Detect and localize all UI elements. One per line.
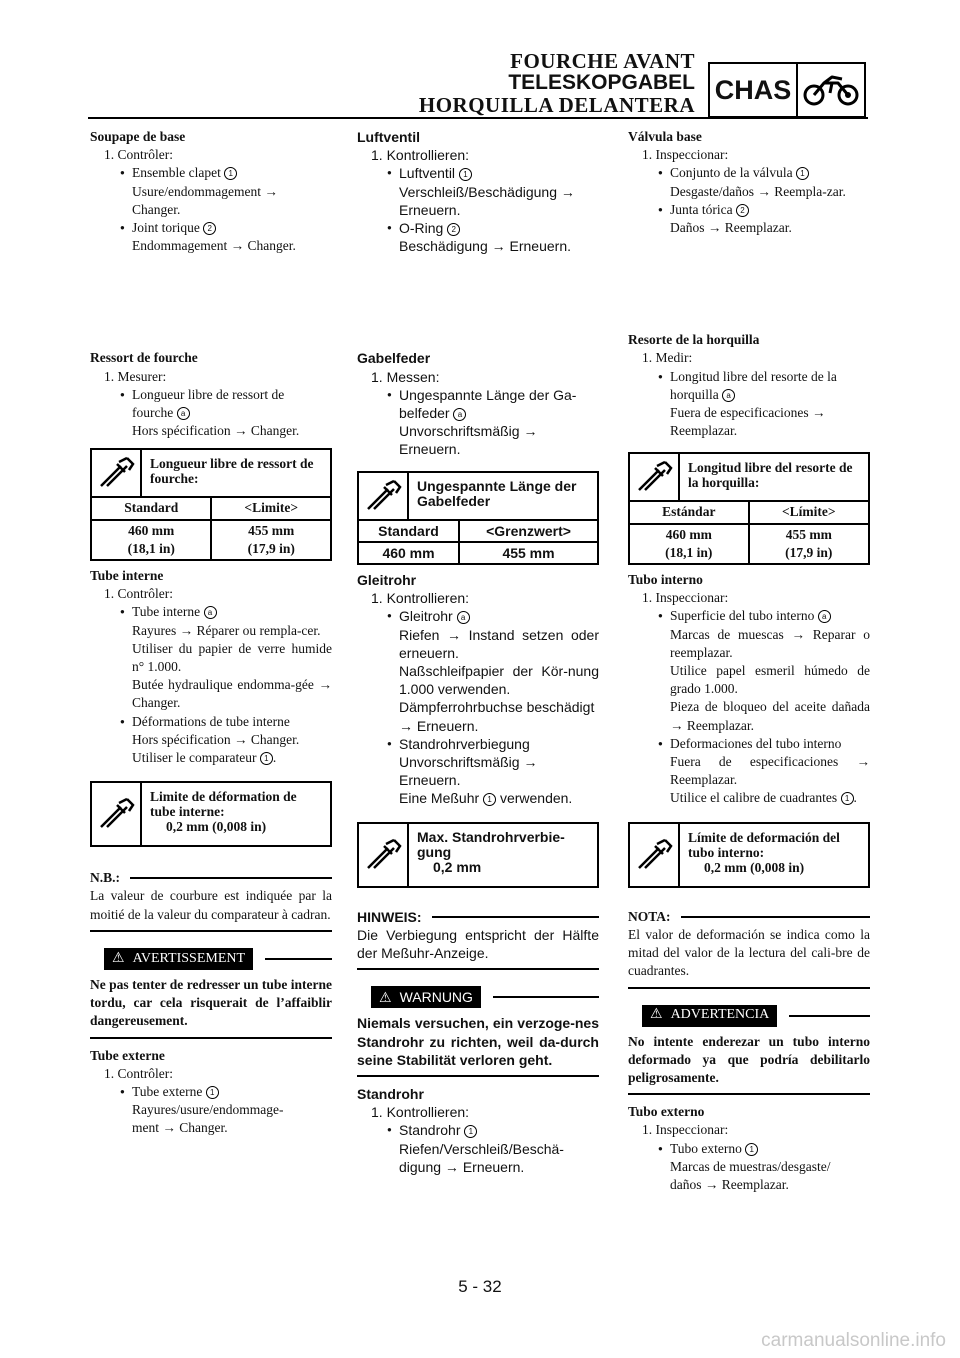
section-title: Tube interne <box>90 568 164 584</box>
item-text: Hors spécification → Changer. <box>132 423 300 439</box>
bullet-item: ● O-Ring 2 <box>357 219 599 237</box>
spec-heading: Ungespannte Länge der Gabelfeder <box>417 477 577 509</box>
spec-box <box>628 452 870 565</box>
warning-text: Ne pas tenter de redresser un tube interne tordu, car cela risquerait de l’affaiblir dangereusement. <box>90 976 332 1029</box>
item-text: Unvorschriftsmäßig → <box>399 423 538 440</box>
divider <box>90 1037 332 1039</box>
section-title: Luftventil <box>357 129 420 145</box>
column-french <box>90 128 332 1138</box>
item-text: Riefen → Instand setzen oder erneuern. <box>399 626 599 661</box>
spec-heading: Limite de déformation de tube interne: <box>150 789 297 820</box>
item-text: daños → Reemplazar. <box>670 1176 789 1192</box>
bullet-item: ● Superficie del tubo interno a <box>628 607 870 625</box>
ref-marker: 1 <box>459 168 472 181</box>
item-text: Verschleiß/Beschädigung → <box>399 183 575 200</box>
item-text: Marcas de muescas → Reparar o reemplazar. <box>670 626 870 660</box>
item-text: Butée hydraulique endomma-gée → Changer. <box>132 677 332 711</box>
spec-box <box>90 781 332 847</box>
bullet-item: ● Déformations de tube interne <box>90 713 332 731</box>
section-title: Gabelfeder <box>357 350 431 367</box>
bullet-item: ● Tube externe 1 <box>90 1083 332 1101</box>
step: 1. Medir: <box>642 350 693 366</box>
item-text: Fuera de especificaciones → <box>670 405 826 421</box>
ref-marker: a <box>177 407 190 420</box>
warning-icon: ⚠ <box>650 1007 663 1023</box>
bullet-item: ● Ungespannte Länge der Ga- <box>357 386 599 404</box>
bullet-item: ● Gleitrohr a <box>357 607 599 625</box>
spec-box <box>357 822 599 888</box>
section-title: Tubo interno <box>628 572 703 588</box>
wrench-icon <box>92 783 142 845</box>
spec-box <box>628 822 870 888</box>
section-title: Tube externe <box>90 1047 165 1063</box>
spec-box <box>357 471 599 565</box>
bullet-item: ● Longitud libre del resorte de la <box>628 368 870 386</box>
item-text: Marcas de muestras/desgaste/ <box>670 1158 831 1174</box>
divider <box>628 1093 870 1095</box>
item-text: Erneuern. <box>399 441 461 458</box>
note-header: NOTA: <box>628 908 870 926</box>
step: 1. Contrôler: <box>104 1065 173 1081</box>
item-text: Utiliser le comparateur 1 . <box>132 750 277 766</box>
divider <box>357 1075 599 1077</box>
warning-text: No intente enderezar un tubo interno deformado ya que podría debilitarlo peligrosamente. <box>628 1033 870 1085</box>
ref-marker: 2 <box>447 223 460 236</box>
warning-text: Niemals versuchen, ein verzoge-nes Standrohr zu richten, weil da-durch seine Stabilität verloren geht. <box>357 1015 599 1068</box>
wrench-icon <box>92 450 142 496</box>
ref-marker: 1 <box>206 1086 219 1099</box>
ref-marker: a <box>457 611 470 624</box>
spec-value: 0,2 mm (0,008 in) <box>166 819 267 835</box>
step: 1. Contrôler: <box>104 147 173 163</box>
bullet-item: ● Standrohr 1 <box>357 1121 599 1139</box>
divider <box>357 968 599 970</box>
section-title: Resorte de la horquilla <box>628 332 760 348</box>
divider <box>628 987 870 989</box>
motorcycle-icon <box>798 64 864 116</box>
column-spanish <box>628 128 870 1194</box>
bullet-item: ● Luftventil 1 <box>357 164 599 182</box>
step: 1. Inspeccionar: <box>642 590 729 606</box>
header-title-es: HORQUILLA DELANTERA <box>418 93 695 117</box>
ref-marker: 1 <box>224 167 237 180</box>
spec-table: Standard <Grenzwert> 460 mm 455 mm <box>359 519 597 563</box>
warning-header: ⚠ WARNUNG <box>357 986 599 1008</box>
spec-value: 0,2 mm (0,008 in) <box>704 859 805 875</box>
spec-heading: Longueur libre de ressort de fourche: <box>150 456 314 487</box>
section-title: Tubo externo <box>628 1104 705 1120</box>
item-text: digung → Erneuern. <box>399 1158 525 1175</box>
ref-marker: 1 <box>796 167 809 180</box>
note-text: Die Verbiegung entspricht der Hälfte der Meßuhr-Anzeige. <box>357 926 599 962</box>
page-number: 5 - 32 <box>458 1277 502 1296</box>
column-german <box>357 128 599 1176</box>
ref-marker: a <box>204 606 217 619</box>
bullet-item: ● Tubo externo 1 <box>628 1140 870 1158</box>
bullet-item: ● Standrohrverbiegung <box>357 735 599 753</box>
section-title: Soupape de base <box>90 129 186 144</box>
chassis-label: CHAS <box>710 64 798 116</box>
note-text: La valeur de courbure est indiquée par la moitié de la valeur du comparateur à cadran. <box>90 888 332 922</box>
item-text: fourche a <box>90 404 332 422</box>
warning-header: ⚠ ADVERTENCIA <box>628 1005 870 1027</box>
ref-marker: 2 <box>736 204 749 217</box>
item-text: Daños → Reemplazar. <box>670 220 792 236</box>
divider <box>90 930 332 932</box>
ref-marker: 1 <box>841 792 854 805</box>
item-text: horquilla a <box>628 386 870 404</box>
step: 1. Inspeccionar: <box>642 147 729 163</box>
bullet-item: ● Ensemble clapet 1 <box>90 164 332 182</box>
page-header <box>419 50 695 116</box>
bullet-item: ● Tube interne a <box>90 603 332 621</box>
section-title: Válvula base <box>628 129 702 144</box>
step: 1. Inspeccionar: <box>642 1122 729 1138</box>
item-text: Utilice papel esmeril húmedo de grado 1.000. <box>670 663 870 697</box>
item-text: Reemplazar. <box>670 423 738 439</box>
note-text: El valor de deformación se indica como la mitad del valor de la lectura del cali-bre de cuadrantes. <box>628 926 870 979</box>
spec-table: Estándar <Límite> 460 mm (18,1 in) 455 mm (17,9 in) <box>630 500 868 563</box>
item-text: Erneuern. <box>399 772 461 789</box>
item-text: Fuera de especificaciones → Reemplazar. <box>670 754 870 788</box>
item-text: Usure/endommagement → <box>132 183 278 199</box>
item-text: Rayures/usure/endommage- <box>132 1102 284 1118</box>
bullet-item: ● Junta tórica 2 <box>628 201 870 219</box>
wrench-icon <box>630 824 680 886</box>
item-text: Riefen/Verschleiß/Beschä- <box>399 1140 564 1157</box>
item-text: Rayures → Réparer ou rempla-cer. <box>132 622 321 638</box>
bullet-item: ● Longueur libre de ressort de <box>90 386 332 404</box>
spec-heading: Longitud libre del resorte de la horquilla: <box>688 460 853 491</box>
step: 1. Kontrollieren: <box>371 147 470 164</box>
item-text: Beschädigung → Erneuern. <box>399 238 571 255</box>
ref-marker: a <box>722 389 735 402</box>
item-text: Naßschleifpapier der Kör-nung 1.000 verwenden. <box>399 663 599 698</box>
header-rule <box>88 117 868 119</box>
item-text: Erneuern. <box>399 201 461 218</box>
chassis-badge <box>708 62 866 118</box>
ref-marker: 1 <box>483 793 496 806</box>
ref-marker: a <box>453 408 466 421</box>
spec-box <box>90 448 332 561</box>
spec-heading: Max. Standrohrverbie-gung <box>417 828 565 860</box>
step: 1. Kontrollieren: <box>371 1104 470 1121</box>
ref-marker: 1 <box>260 752 273 765</box>
step: 1. Messen: <box>371 368 440 385</box>
bullet-item: ● Deformaciones del tubo interno <box>628 735 870 753</box>
spec-heading: Límite de deformación del tubo interno: <box>688 829 840 860</box>
item-text: Endommagement → Changer. <box>132 238 296 254</box>
ref-marker: a <box>818 610 831 623</box>
header-title-de: TELESKOPGABEL <box>508 71 695 94</box>
item-text: Unvorschriftsmäßig → <box>399 754 538 771</box>
item-text: ment → Changer. <box>132 1120 228 1136</box>
wrench-icon <box>359 473 409 519</box>
warning-icon: ⚠ <box>379 989 392 1006</box>
wrench-icon <box>359 824 409 886</box>
item-text: Dämpferrohrbuchse beschädigt → Erneuern. <box>399 699 595 734</box>
ref-marker: 1 <box>745 1143 758 1156</box>
watermark[interactable]: carmanualsonline.info <box>761 1330 946 1351</box>
item-text: Hors spécification → Changer. <box>132 731 300 747</box>
spec-value: 0,2 mm <box>433 858 482 875</box>
ref-marker: 2 <box>203 222 216 235</box>
step: 1. Contrôler: <box>104 586 173 602</box>
section-title: Gleitrohr <box>357 572 417 589</box>
ref-marker: 1 <box>464 1125 477 1138</box>
bullet-item: ● Conjunto de la válvula 1 <box>628 164 870 182</box>
warning-icon: ⚠ <box>112 950 125 966</box>
header-title-fr: FOURCHE AVANT <box>510 49 695 73</box>
item-text: belfeder a <box>357 404 599 422</box>
item-text: Pieza de bloqueo del aceite dañada → Reemplazar. <box>670 699 870 733</box>
warning-header: ⚠ AVERTISSEMENT <box>90 948 332 970</box>
item-text: Changer. <box>132 201 181 217</box>
item-text: Utilice el calibre de cuadrantes 1 . <box>670 790 857 806</box>
item-text: Desgaste/daños → Reempla-zar. <box>670 183 846 199</box>
bullet-item: ● Joint torique 2 <box>90 219 332 237</box>
step: 1. Kontrollieren: <box>371 590 470 607</box>
note-header: N.B.: <box>90 869 332 887</box>
note-header: HINWEIS: <box>357 908 599 926</box>
section-title: Standrohr <box>357 1085 424 1102</box>
item-text: Utiliser du papier de verre humide n° 1.000. <box>132 640 332 675</box>
item-text: Eine Meßuhr 1 verwenden. <box>399 790 573 807</box>
wrench-icon <box>630 454 680 500</box>
spec-table: Standard <Limite> 460 mm (18,1 in) 455 mm (17,9 in) <box>92 496 330 559</box>
section-title: Ressort de fourche <box>90 350 198 366</box>
step: 1. Mesurer: <box>104 368 167 384</box>
